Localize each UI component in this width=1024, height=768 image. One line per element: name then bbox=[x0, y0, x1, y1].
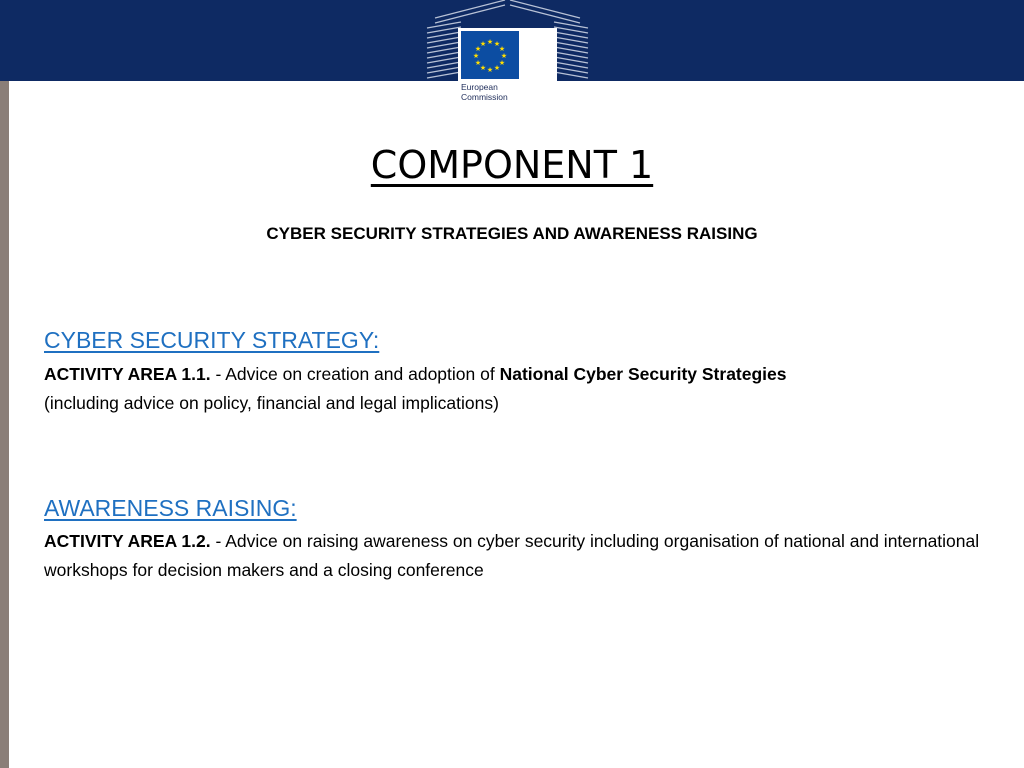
svg-text:★: ★ bbox=[479, 40, 487, 48]
activity-text: Advice on raising awareness on cyber security including organisation of national and international workshops for decision makers and a closing conference bbox=[44, 531, 980, 580]
svg-text:★: ★ bbox=[474, 59, 482, 67]
section-heading-strategy: CYBER SECURITY STRATEGY: bbox=[44, 327, 380, 353]
slide-title: COMPONENT 1 bbox=[370, 143, 654, 187]
activity-text-cont: (including advice on policy, financial and legal implications) bbox=[44, 393, 499, 413]
activity-text-bold: National Cyber Security Strategies bbox=[499, 364, 787, 384]
svg-text:★: ★ bbox=[500, 52, 508, 60]
activity-text: Advice on creation and adoption of bbox=[225, 364, 495, 384]
svg-text:★: ★ bbox=[479, 64, 487, 72]
logo-wordmark: European Commission bbox=[461, 82, 508, 102]
svg-text:★: ★ bbox=[498, 45, 506, 53]
section-heading-awareness: AWARENESS RAISING: bbox=[44, 495, 297, 521]
svg-text:★: ★ bbox=[498, 59, 506, 67]
section-body-awareness bbox=[44, 527, 994, 585]
svg-text:★: ★ bbox=[486, 66, 494, 74]
section-body-strategy bbox=[44, 360, 994, 418]
slide-subtitle: CYBER SECURITY STRATEGIES AND AWARENESS RAISING bbox=[266, 224, 758, 243]
activity-label: ACTIVITY AREA 1.2. bbox=[44, 531, 211, 551]
svg-text:★: ★ bbox=[474, 45, 482, 53]
svg-text:★: ★ bbox=[472, 52, 480, 60]
svg-text:★: ★ bbox=[493, 40, 501, 48]
activity-dash: - bbox=[215, 531, 222, 551]
activity-dash: - bbox=[215, 364, 222, 384]
svg-text:★: ★ bbox=[486, 38, 494, 46]
svg-text:★: ★ bbox=[493, 64, 501, 72]
activity-label: ACTIVITY AREA 1.1. bbox=[44, 364, 211, 384]
